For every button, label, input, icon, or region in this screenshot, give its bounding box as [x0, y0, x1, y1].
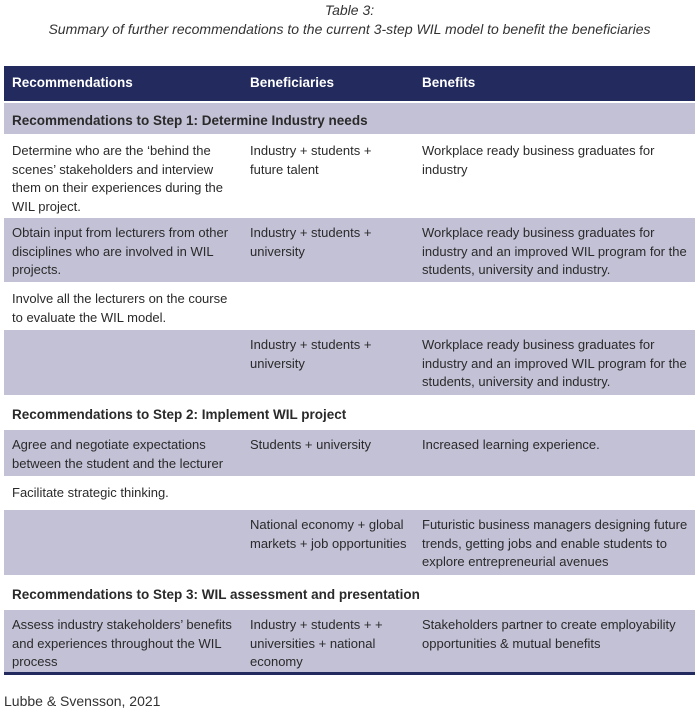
recommendation-cell: Assess industry stakeholders’ benefits and experiences throughout the WIL process	[4, 609, 242, 673]
table-row	[4, 135, 695, 217]
header-recommendations: Recommendations	[4, 66, 242, 102]
table-row	[4, 217, 695, 283]
section-heading: Recommendations to Step 2: Implement WIL project	[4, 396, 695, 429]
benefits-cell: Workplace ready business graduates for industry and an improved WIL program for the students, university and industry.	[414, 329, 695, 396]
recommendation-cell: Determine who are the ‘behind the scenes’ stakeholders and interview them on their experiences during the WIL project.	[4, 135, 242, 217]
section-heading-row	[4, 102, 695, 135]
benefits-cell	[414, 283, 695, 329]
table-row	[4, 509, 695, 576]
recommendation-cell	[4, 329, 242, 396]
beneficiaries-cell: National economy + global markets + job opportunities	[242, 509, 414, 576]
table-header-row	[4, 66, 695, 102]
header-beneficiaries: Beneficiaries	[242, 66, 414, 102]
recommendation-cell	[4, 509, 242, 576]
beneficiaries-cell: Industry + students + future talent	[242, 135, 414, 217]
section-heading: Recommendations to Step 1: Determine Industry needs	[4, 102, 695, 135]
recommendation-cell: Facilitate strategic thinking.	[4, 477, 242, 509]
recommendation-cell: Involve all the lecturers on the course to evaluate the WIL model.	[4, 283, 242, 329]
recommendation-cell: Agree and negotiate expectations between the student and the lecturer	[4, 429, 242, 477]
table-row	[4, 477, 695, 509]
section-heading-row	[4, 576, 695, 609]
benefits-cell: Stakeholders partner to create employability opportunities & mutual benefits	[414, 609, 695, 673]
table-title: Summary of further recommendations to the current 3-step WIL model to benefit the beneficiaries	[48, 21, 651, 37]
benefits-cell	[414, 477, 695, 509]
beneficiaries-cell: Students + university	[242, 429, 414, 477]
benefits-cell: Workplace ready business graduates for industry	[414, 135, 695, 217]
table-row	[4, 329, 695, 396]
recommendation-cell: Obtain input from lecturers from other disciplines who are involved in WIL projects.	[4, 217, 242, 283]
header-benefits: Benefits	[414, 66, 695, 102]
beneficiaries-cell: Industry + students + university	[242, 329, 414, 396]
benefits-cell: Increased learning experience.	[414, 429, 695, 477]
beneficiaries-cell	[242, 477, 414, 509]
beneficiaries-cell: Industry + students + + universities + national economy	[242, 609, 414, 673]
beneficiaries-cell	[242, 283, 414, 329]
benefits-cell: Workplace ready business graduates for industry and an improved WIL program for the students, university and industry.	[414, 217, 695, 283]
source-note: Lubbe & Svensson, 2021	[4, 693, 161, 709]
benefits-cell: Futuristic business managers designing future trends, getting jobs and enable students to explore entrepreneurial avenues	[414, 509, 695, 576]
recommendations-table	[4, 66, 695, 675]
table-row	[4, 283, 695, 329]
table-row	[4, 429, 695, 477]
table-row	[4, 609, 695, 673]
section-heading: Recommendations to Step 3: WIL assessment and presentation	[4, 576, 695, 609]
table-label: Table 3:	[324, 2, 375, 18]
beneficiaries-cell: Industry + students + university	[242, 217, 414, 283]
section-heading-row	[4, 396, 695, 429]
